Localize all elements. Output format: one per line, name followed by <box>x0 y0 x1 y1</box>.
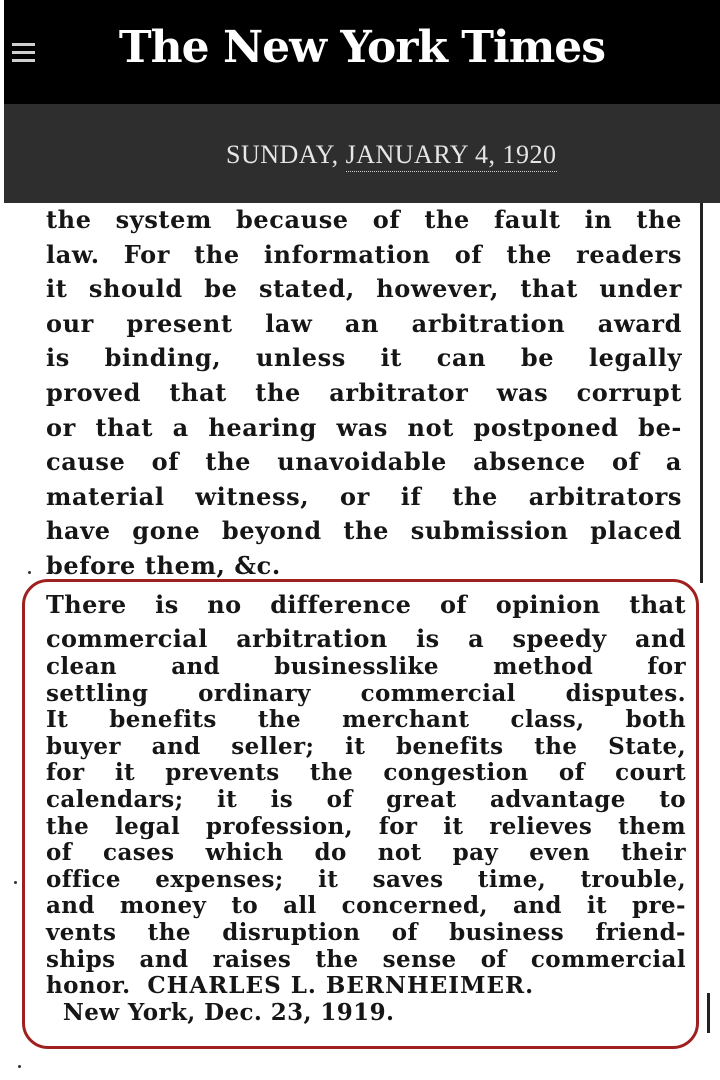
highlight-outline <box>22 579 699 1049</box>
article-line: before them, &c. <box>46 550 281 580</box>
column-divider <box>700 203 703 583</box>
newspaper-clipping <box>0 203 720 1080</box>
masthead-logo[interactable]: The New York Times <box>118 22 606 73</box>
edition-date <box>226 140 557 170</box>
letter-line: ships and raises the sense of commercial <box>46 945 686 973</box>
author-signature: CHARLES L. BERNHEIMER. <box>147 972 535 1000</box>
letter-line: commercial arbitration is a speedy and <box>46 624 686 653</box>
letter-line: the legal profession, for it relieves them <box>46 812 686 840</box>
date-link[interactable]: JANUARY 4, 1920 <box>346 140 557 172</box>
letter-line: and money to all concerned, and it pre- <box>46 892 686 920</box>
letter-line: vents the disruption of business friend- <box>46 918 686 946</box>
article-line: law. For the information of the readers <box>46 239 682 269</box>
letter-line: of cases which do not pay even their <box>46 839 686 867</box>
date-bar <box>4 104 720 203</box>
article-body <box>46 203 682 584</box>
letter-line: buyer and seller; it benefits the State, <box>46 732 686 760</box>
article-line: is binding, unless it can be legally <box>46 343 682 373</box>
top-navigation-bar <box>4 0 720 104</box>
place-name: New York, <box>62 998 196 1026</box>
print-speck <box>28 571 31 574</box>
article-line: proved that the arbitrator was corrupt <box>46 377 682 407</box>
letter-line: It benefits the merchant class, both <box>46 706 686 734</box>
closing-word: honor. <box>46 972 131 1000</box>
print-speck <box>14 881 17 884</box>
letter-line: calendars; it is of great advantage to <box>46 785 686 813</box>
print-speck <box>18 1065 21 1068</box>
article-line: cause of the unavoidable absence of a <box>46 447 682 477</box>
letter-line: office expenses; it saves time, trouble, <box>46 865 686 893</box>
letter-line: clean and businesslike method for <box>46 653 686 680</box>
article-line: have gone beyond the submission placed <box>46 516 682 546</box>
letter-date: Dec. 23, 1919. <box>204 998 395 1026</box>
date-weekday: SUNDAY, <box>226 140 346 169</box>
article-line: or that a hearing was not postponed be- <box>46 412 682 442</box>
letter-line: settling ordinary commercial disputes. <box>46 679 686 707</box>
article-line: it should be stated, however, that under <box>46 274 682 304</box>
article-line: our present law an arbitration award <box>46 308 682 338</box>
article-line: the system because of the fault in the <box>46 205 682 234</box>
article-line: material witness, or if the arbitrators <box>46 481 682 511</box>
letter-line: There is no difference of opinion that <box>46 590 686 619</box>
letter-line: for it prevents the congestion of court <box>46 759 686 787</box>
column-divider <box>707 993 710 1033</box>
